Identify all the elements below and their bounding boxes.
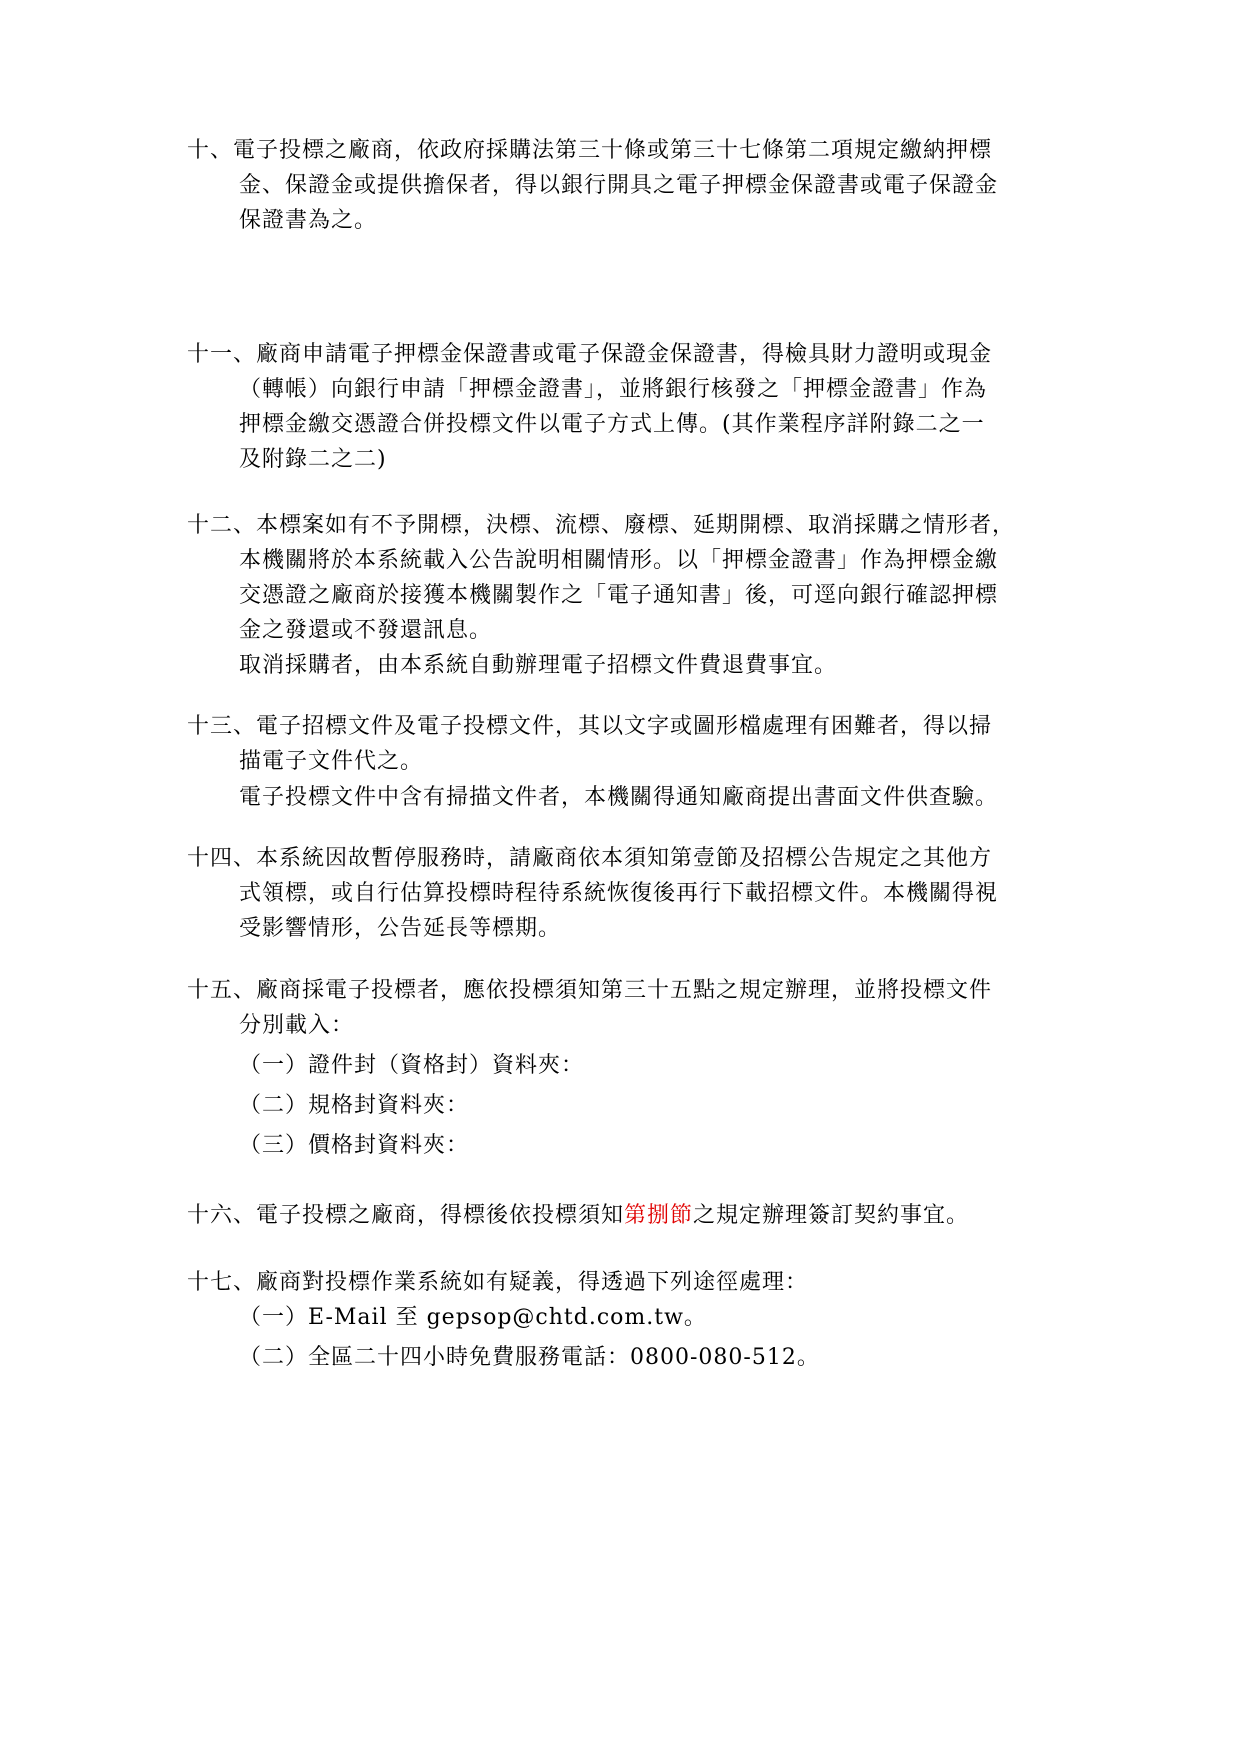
item-16-line-1 xyxy=(187,1201,969,1231)
item-10-line-1: 十、電子投標之廠商，依政府採購法第三十條或第三十七條第二項規定繳納押標 xyxy=(187,138,993,163)
item-16-highlight: 第捌節 xyxy=(624,1203,694,1228)
item-16-text-start: 十六、電子投標之廠商，得標後依投標須知 xyxy=(187,1203,625,1228)
item-12-line-4: 金之發還或不發還訊息。 xyxy=(239,618,493,643)
item-13-line-2: 描電子文件代之。 xyxy=(239,749,424,774)
item-13-line-3: 電子投標文件中含有掃描文件者，本機關得通知廠商提出書面文件供查驗。 xyxy=(239,785,999,810)
item-14-line-1: 十四、本系統因故暫停服務時，請廠商依本須知第壹節及招標公告規定之其他方 xyxy=(187,846,993,871)
item-15-sub-2: （二）規格封資料夾： xyxy=(239,1093,470,1118)
item-10-line-2: 金、保證金或提供擔保者，得以銀行開具之電子押標金保證書或電子保證金 xyxy=(239,173,999,198)
item-16-text-end: 之規定辦理簽訂契約事宜。 xyxy=(693,1203,970,1228)
item-11-line-3: 押標金繳交憑證合併投標文件以電子方式上傳。(其作業程序詳附錄二之一 xyxy=(239,412,985,437)
item-11-line-2: （轉帳）向銀行申請「押標金證書」，並將銀行核發之「押標金證書」作為 xyxy=(239,377,988,402)
item-17-sub-1: （一）E-Mail 至 gepsop@chtd.com.tw。 xyxy=(239,1305,707,1330)
item-12-line-1: 十二、本標案如有不予開標，決標、流標、廢標、延期開標、取消採購之情形者， xyxy=(187,513,1016,538)
item-15-line-1: 十五、廠商採電子投標者，應依投標須知第三十五點之規定辦理，並將投標文件 xyxy=(187,978,993,1003)
item-11-line-4: 及附錄二之二) xyxy=(239,447,387,472)
item-11-line-1: 十一、廠商申請電子押標金保證書或電子保證金保證書，得檢具財力證明或現金 xyxy=(187,342,993,367)
item-15-line-2: 分別載入： xyxy=(239,1013,355,1038)
item-15-sub-1: （一）證件封（資格封）資料夾： xyxy=(239,1053,585,1078)
item-14-line-2: 式領標，或自行估算投標時程待系統恢復後再行下載招標文件。本機關得視 xyxy=(239,881,999,906)
item-15-sub-3: （三）價格封資料夾： xyxy=(239,1133,470,1158)
item-12-line-2: 本機關將於本系統載入公告說明相關情形。以「押標金證書」作為押標金繳 xyxy=(239,548,999,573)
item-10-line-3: 保證書為之。 xyxy=(239,208,378,233)
item-17-sub-2: （二）全區二十四小時免費服務電話：0800-080-512。 xyxy=(239,1345,820,1370)
item-14-line-3: 受影響情形，公告延長等標期。 xyxy=(239,916,562,941)
item-12-line-3: 交憑證之廠商於接獲本機關製作之「電子通知書」後，可逕向銀行確認押標 xyxy=(239,583,999,608)
item-17-line-1: 十七、廠商對投標作業系統如有疑義，得透過下列途徑處理： xyxy=(187,1270,809,1295)
item-12-line-5: 取消採購者，由本系統自動辦理電子招標文件費退費事宜。 xyxy=(239,653,838,678)
item-13-line-1: 十三、電子招標文件及電子投標文件，其以文字或圖形檔處理有困難者，得以掃 xyxy=(187,714,993,739)
